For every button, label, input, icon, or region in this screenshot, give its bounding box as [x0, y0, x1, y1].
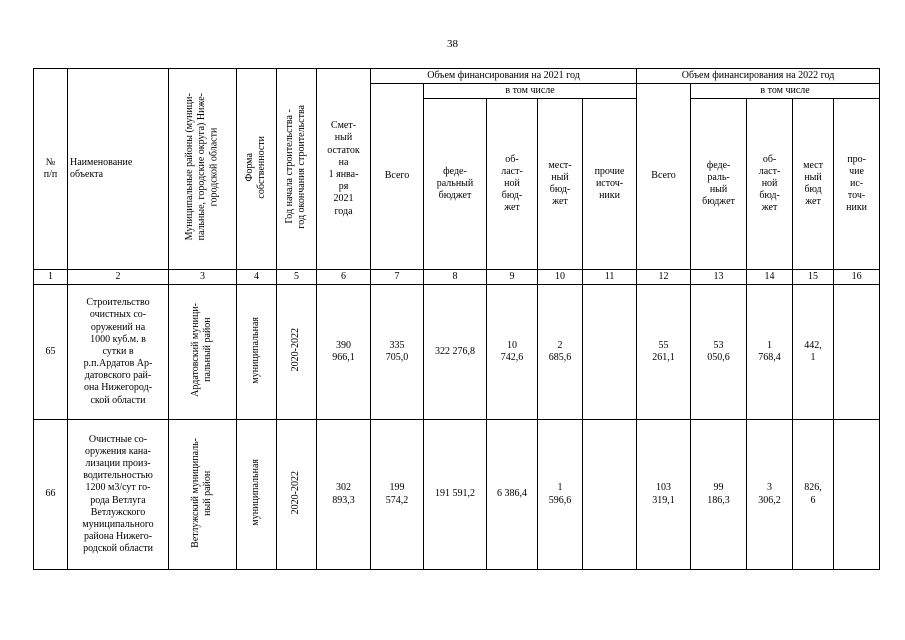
header-regional-2021: об- ласт- ной бюд- жет	[487, 99, 538, 270]
row-federal-2021: 322 276,8	[424, 285, 487, 420]
row-municipal-text: Ветлужский муниципаль- ный район	[190, 437, 214, 548]
row-years-text: 2020-2022	[290, 470, 302, 515]
row-other-2021	[583, 420, 637, 570]
row-ownership-text: муниципальная	[250, 459, 262, 526]
column-number: 9	[487, 270, 538, 285]
row-regional-2022: 1 768,4	[747, 285, 793, 420]
column-number: 7	[371, 270, 424, 285]
row-total-2022: 103 319,1	[637, 420, 691, 570]
header-ownership-text: Форма собственности	[244, 135, 268, 199]
header-including-2021: в том числе	[424, 84, 637, 99]
row-other-2022	[834, 420, 880, 570]
row-ownership-text: муниципальная	[250, 316, 262, 384]
column-number: 3	[169, 270, 237, 285]
header-years-text: Год начала строительства - год окончания строительства	[284, 105, 308, 229]
column-number: 12	[637, 270, 691, 285]
column-number: 13	[691, 270, 747, 285]
header-regional-2022: об- ласт- ной бюд- жет	[747, 99, 793, 270]
header-name: Наименование объекта	[68, 69, 169, 270]
column-number: 15	[793, 270, 834, 285]
row-federal-2022: 53 050,6	[691, 285, 747, 420]
header-other-2021: прочие источ- ники	[583, 99, 637, 270]
financing-table	[33, 68, 880, 570]
row-name: Строительство очистных со- оружений на 1000 куб.м. в сутки в р.п.Ардатов Ар- датовского рай- она Нижегород- ской области	[68, 285, 169, 420]
column-number: 1	[34, 270, 68, 285]
header-federal-2021: феде- ральный бюджет	[424, 99, 487, 270]
header-including-2022: в том числе	[691, 84, 880, 99]
row-federal-2022: 99 186,3	[691, 420, 747, 570]
header-municipal-text: Муниципальные районы (муници- пальные, городские округа) Ниже- городской области	[184, 93, 220, 241]
row-local-2021: 2 685,6	[538, 285, 583, 420]
header-years	[277, 69, 317, 270]
row-regional-2021: 10 742,6	[487, 285, 538, 420]
header-other-2022: про- чие ис- точ- ники	[834, 99, 880, 270]
row-regional-2022: 3 306,2	[747, 420, 793, 570]
row-years	[277, 285, 317, 420]
column-number: 16	[834, 270, 880, 285]
row-estimate: 302 893,3	[317, 420, 371, 570]
row-other-2021	[583, 285, 637, 420]
row-ownership	[237, 285, 277, 420]
row-municipal	[169, 420, 237, 570]
table-row	[34, 285, 880, 420]
row-municipal	[169, 285, 237, 420]
header-fin-2021: Объем финансирования на 2021 год	[371, 69, 637, 84]
column-number: 2	[68, 270, 169, 285]
row-no: 65	[34, 285, 68, 420]
row-ownership	[237, 420, 277, 570]
row-local-2021: 1 596,6	[538, 420, 583, 570]
header-total-2022: Всего	[637, 84, 691, 270]
header-fin-2022: Объем финансирования на 2022 год	[637, 69, 880, 84]
row-total-2022: 55 261,1	[637, 285, 691, 420]
row-regional-2021: 6 386,4	[487, 420, 538, 570]
header-total-2021: Всего	[371, 84, 424, 270]
header-ownership	[237, 69, 277, 270]
column-number: 8	[424, 270, 487, 285]
column-number: 4	[237, 270, 277, 285]
row-local-2022: 826, 6	[793, 420, 834, 570]
row-other-2022	[834, 285, 880, 420]
page-number: 38	[447, 38, 458, 50]
column-number: 14	[747, 270, 793, 285]
column-number: 11	[583, 270, 637, 285]
column-number: 5	[277, 270, 317, 285]
column-number-row	[34, 270, 880, 285]
row-no: 66	[34, 420, 68, 570]
table-row	[34, 420, 880, 570]
row-local-2022: 442, 1	[793, 285, 834, 420]
header-estimate: Смет- ный остаток на 1 янва- ря 2021 года	[317, 69, 371, 270]
row-total-2021: 335 705,0	[371, 285, 424, 420]
header-no: № п/п	[34, 69, 68, 270]
header-municipal	[169, 69, 237, 270]
column-number: 10	[538, 270, 583, 285]
row-total-2021: 199 574,2	[371, 420, 424, 570]
column-number: 6	[317, 270, 371, 285]
header-local-2021: мест- ный бюд- жет	[538, 99, 583, 270]
row-years-text: 2020-2022	[290, 328, 302, 372]
row-estimate: 390 966,1	[317, 285, 371, 420]
row-name: Очистные со- оружения кана- лизации произ- водительностью 1200 м3/сут го- рода Ветлуга Ветлужского муниципального района Нижего- родской области	[68, 420, 169, 570]
header-local-2022: мест ный бюд жет	[793, 99, 834, 270]
row-federal-2021: 191 591,2	[424, 420, 487, 570]
header-federal-2022: феде- раль- ный бюджет	[691, 99, 747, 270]
row-municipal-text: Ардатовский муници- пальный район	[190, 302, 214, 397]
row-years	[277, 420, 317, 570]
